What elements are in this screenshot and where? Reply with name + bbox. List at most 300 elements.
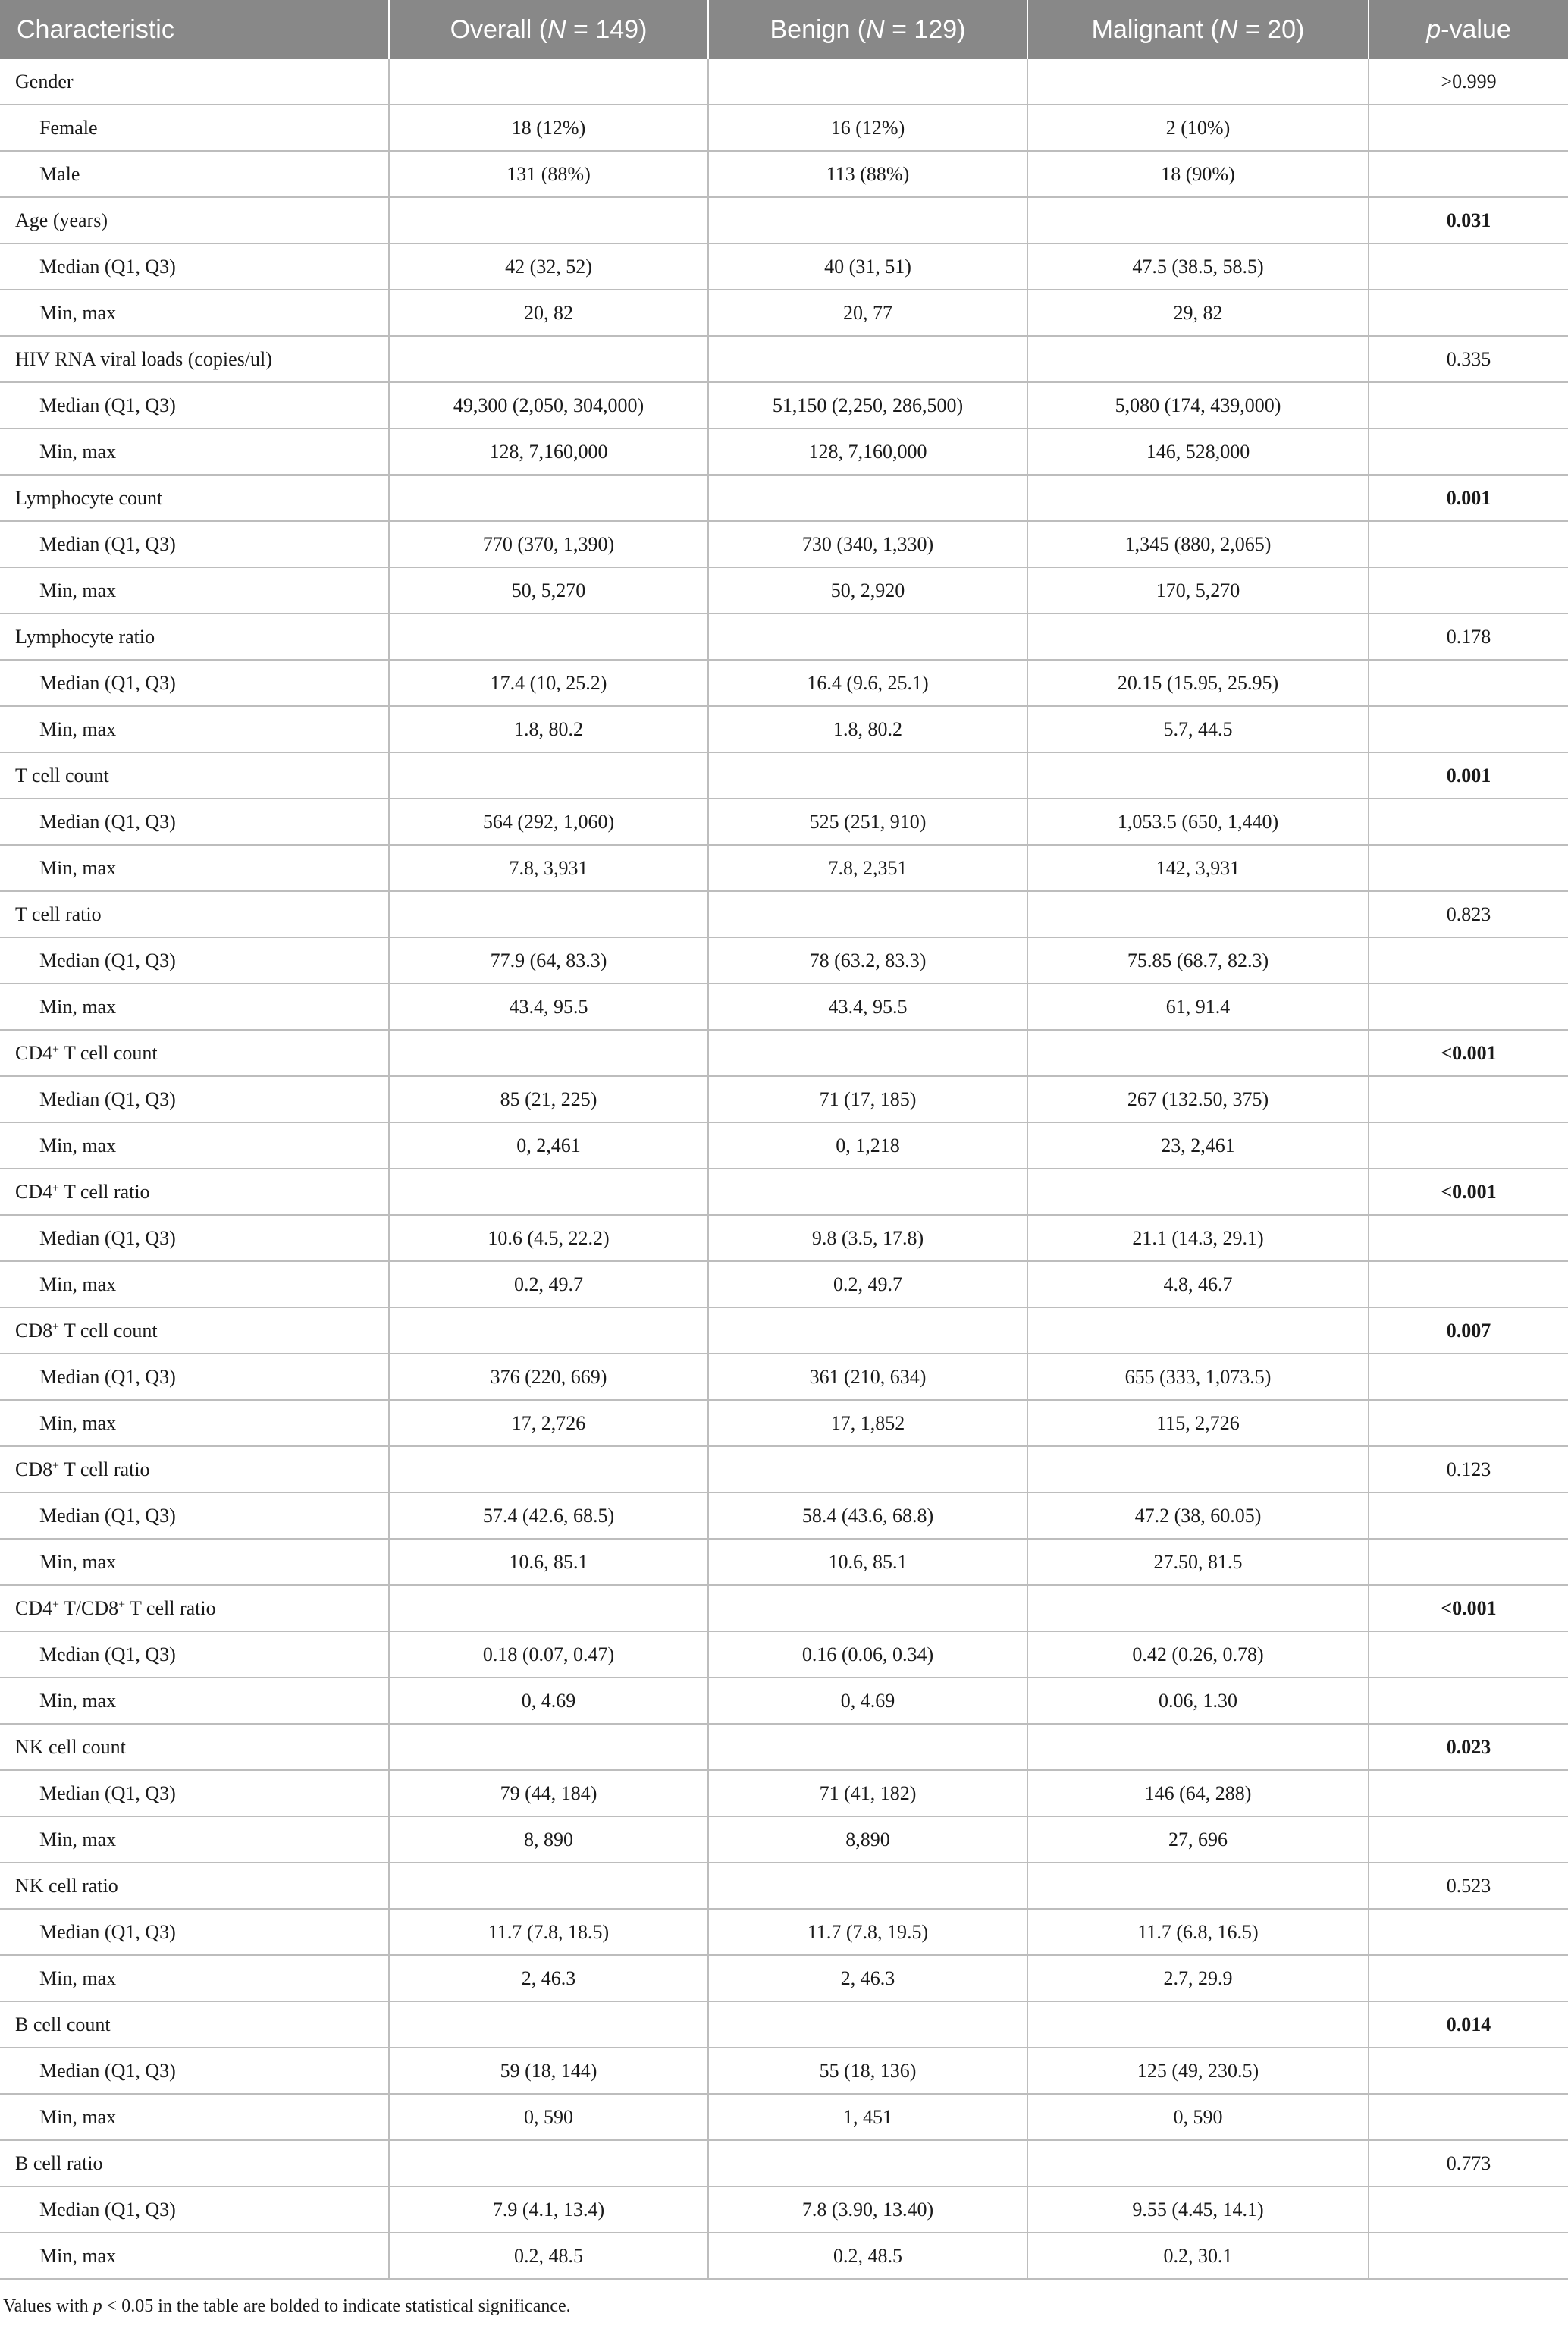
p-value-cell: 0.773 [1369, 2140, 1568, 2186]
text-segment: p [1426, 14, 1441, 44]
characteristic-cell [0, 614, 389, 660]
malignant-cell: 4.8, 46.7 [1027, 1261, 1369, 1307]
overall-cell: 17.4 (10, 25.2) [389, 660, 708, 706]
characteristic-cell [0, 706, 389, 752]
malignant-cell [1027, 197, 1369, 243]
benign-cell [708, 197, 1027, 243]
table-subrow [0, 706, 1568, 752]
header-benign [708, 0, 1027, 59]
text-segment: N [1218, 14, 1238, 44]
benign-cell: 7.8, 2,351 [708, 845, 1027, 891]
label-text: T cell ratio [124, 1596, 216, 1619]
malignant-cell: 5.7, 44.5 [1027, 706, 1369, 752]
table-row [0, 475, 1568, 521]
malignant-cell: 146 (64, 288) [1027, 1770, 1369, 1816]
table-subrow [0, 1909, 1568, 1955]
benign-cell: 525 (251, 910) [708, 799, 1027, 845]
text-segment: Benign ( [770, 14, 867, 44]
p-value-cell: <0.001 [1369, 1585, 1568, 1631]
table-row [0, 891, 1568, 937]
table-subrow [0, 243, 1568, 290]
table-subrow [0, 1816, 1568, 1863]
label-text: Min, max [39, 2105, 117, 2128]
p-value-cell [1369, 151, 1568, 197]
label-text: Age (years) [15, 209, 108, 231]
label-text: B cell count [15, 2013, 111, 2036]
table-subrow [0, 845, 1568, 891]
overall-cell: 10.6, 85.1 [389, 1539, 708, 1585]
table-subrow [0, 2186, 1568, 2233]
benign-cell [708, 891, 1027, 937]
benign-cell [708, 2140, 1027, 2186]
label-text: Lymphocyte ratio [15, 625, 155, 648]
text-segment: < 0.05 in the table are bolded to indicate statistical significance. [102, 2296, 571, 2316]
p-value-cell: 0.014 [1369, 2001, 1568, 2048]
characteristic-cell [0, 937, 389, 984]
characteristic-cell [0, 1539, 389, 1585]
p-value-cell [1369, 799, 1568, 845]
overall-cell: 57.4 (42.6, 68.5) [389, 1493, 708, 1539]
table-subrow [0, 799, 1568, 845]
characteristic-cell [0, 2186, 389, 2233]
malignant-cell: 61, 91.4 [1027, 984, 1369, 1030]
overall-cell [389, 891, 708, 937]
overall-cell [389, 1863, 708, 1909]
malignant-cell: 655 (333, 1,073.5) [1027, 1354, 1369, 1400]
label-text: Min, max [39, 579, 117, 601]
table-header [0, 0, 1568, 59]
table-row [0, 1169, 1568, 1215]
characteristic-cell [0, 1307, 389, 1354]
characteristic-cell [0, 2001, 389, 2048]
benign-cell: 128, 7,160,000 [708, 428, 1027, 475]
label-text: Median (Q1, Q3) [39, 1920, 176, 1943]
label-superscript: + [52, 1181, 59, 1194]
label-text: Median (Q1, Q3) [39, 1504, 176, 1527]
overall-cell: 10.6 (4.5, 22.2) [389, 1215, 708, 1261]
characteristic-cell [0, 2140, 389, 2186]
table-subrow [0, 1400, 1568, 1446]
benign-cell [708, 2001, 1027, 2048]
characteristic-cell [0, 151, 389, 197]
table-row [0, 59, 1568, 105]
malignant-cell: 125 (49, 230.5) [1027, 2048, 1369, 2094]
overall-cell: 0.18 (0.07, 0.47) [389, 1631, 708, 1678]
label-text: Gender [15, 70, 74, 93]
table-subrow [0, 1122, 1568, 1169]
overall-cell [389, 1724, 708, 1770]
p-value-cell [1369, 1122, 1568, 1169]
table-row [0, 1446, 1568, 1493]
p-value-cell [1369, 1493, 1568, 1539]
label-text: Median (Q1, Q3) [39, 394, 176, 416]
text-segment: N [547, 14, 566, 44]
p-value-cell [1369, 567, 1568, 614]
benign-cell: 16.4 (9.6, 25.1) [708, 660, 1027, 706]
label-text: Min, max [39, 1134, 117, 1157]
benign-cell: 51,150 (2,250, 286,500) [708, 382, 1027, 428]
label-text: T cell count [15, 764, 109, 786]
overall-cell: 42 (32, 52) [389, 243, 708, 290]
text-segment: p [93, 2296, 102, 2316]
p-value-cell [1369, 1354, 1568, 1400]
text-segment: Characteristic [17, 14, 174, 44]
benign-cell [708, 752, 1027, 799]
characteristic-cell [0, 2233, 389, 2279]
table-row [0, 2001, 1568, 2048]
p-value-cell [1369, 2186, 1568, 2233]
benign-cell [708, 1307, 1027, 1354]
malignant-cell: 0.2, 30.1 [1027, 2233, 1369, 2279]
overall-cell [389, 752, 708, 799]
p-value-cell [1369, 1261, 1568, 1307]
label-text: Male [39, 162, 80, 185]
table-body [0, 59, 1568, 2279]
p-value-cell: 0.001 [1369, 475, 1568, 521]
label-text: CD8 [15, 1319, 53, 1342]
overall-cell: 0.2, 49.7 [389, 1261, 708, 1307]
table-subrow [0, 151, 1568, 197]
characteristic-cell [0, 799, 389, 845]
p-value-cell: 0.823 [1369, 891, 1568, 937]
label-text: Min, max [39, 1966, 117, 1989]
p-value-cell [1369, 2094, 1568, 2140]
table-footnote [3, 2296, 571, 2317]
label-text: HIV RNA viral loads (copies/ul) [15, 347, 272, 370]
label-text: T cell ratio [58, 1458, 150, 1480]
characteristic-cell [0, 752, 389, 799]
table-subrow [0, 290, 1568, 336]
overall-cell [389, 197, 708, 243]
characteristic-cell [0, 2094, 389, 2140]
characteristic-cell [0, 1122, 389, 1169]
overall-cell: 0, 590 [389, 2094, 708, 2140]
characteristic-cell [0, 428, 389, 475]
table-subrow [0, 105, 1568, 151]
label-text: Lymphocyte count [15, 486, 163, 509]
overall-cell: 0.2, 48.5 [389, 2233, 708, 2279]
p-value-cell: >0.999 [1369, 59, 1568, 105]
label-text: Female [39, 116, 98, 139]
table-subrow [0, 1631, 1568, 1678]
label-text: Min, max [39, 1273, 117, 1295]
overall-cell: 18 (12%) [389, 105, 708, 151]
label-text: NK cell ratio [15, 1874, 118, 1897]
p-value-cell [1369, 243, 1568, 290]
malignant-cell [1027, 1307, 1369, 1354]
overall-cell: 7.9 (4.1, 13.4) [389, 2186, 708, 2233]
p-value-cell [1369, 521, 1568, 567]
p-value-cell: 0.023 [1369, 1724, 1568, 1770]
malignant-cell: 47.2 (38, 60.05) [1027, 1493, 1369, 1539]
benign-cell: 361 (210, 634) [708, 1354, 1027, 1400]
table-row [0, 1030, 1568, 1076]
characteristic-cell [0, 59, 389, 105]
characteristic-cell [0, 1585, 389, 1631]
malignant-cell [1027, 1863, 1369, 1909]
characteristic-cell [0, 1076, 389, 1122]
characteristic-cell [0, 1909, 389, 1955]
characteristic-cell [0, 567, 389, 614]
label-text: Min, max [39, 301, 117, 324]
benign-cell [708, 1446, 1027, 1493]
table-subrow [0, 1261, 1568, 1307]
table-row [0, 1585, 1568, 1631]
table-subrow [0, 1215, 1568, 1261]
malignant-cell: 115, 2,726 [1027, 1400, 1369, 1446]
label-text: Median (Q1, Q3) [39, 2198, 176, 2221]
text-segment: Malignant ( [1091, 14, 1219, 44]
benign-cell: 1, 451 [708, 2094, 1027, 2140]
characteristic-cell [0, 1770, 389, 1816]
table-subrow [0, 428, 1568, 475]
table-subrow [0, 1955, 1568, 2001]
p-value-cell: 0.007 [1369, 1307, 1568, 1354]
table-subrow [0, 2094, 1568, 2140]
malignant-cell: 170, 5,270 [1027, 567, 1369, 614]
overall-cell: 77.9 (64, 83.3) [389, 937, 708, 984]
label-text: CD4 [15, 1596, 53, 1619]
characteristic-cell [0, 197, 389, 243]
label-text: Median (Q1, Q3) [39, 1226, 176, 1249]
table-subrow [0, 660, 1568, 706]
overall-cell: 1.8, 80.2 [389, 706, 708, 752]
benign-cell: 55 (18, 136) [708, 2048, 1027, 2094]
table-row [0, 614, 1568, 660]
table-subrow [0, 1354, 1568, 1400]
malignant-cell: 5,080 (174, 439,000) [1027, 382, 1369, 428]
label-text: Median (Q1, Q3) [39, 671, 176, 694]
table-row [0, 336, 1568, 382]
characteristic-cell [0, 1678, 389, 1724]
characteristic-cell [0, 475, 389, 521]
text-segment: N [866, 14, 885, 44]
p-value-cell [1369, 1539, 1568, 1585]
overall-cell: 131 (88%) [389, 151, 708, 197]
table-subrow [0, 937, 1568, 984]
benign-cell: 43.4, 95.5 [708, 984, 1027, 1030]
overall-cell [389, 1169, 708, 1215]
p-value-cell [1369, 290, 1568, 336]
label-text: Min, max [39, 995, 117, 1018]
overall-cell: 85 (21, 225) [389, 1076, 708, 1122]
table-subrow [0, 1770, 1568, 1816]
table-subrow [0, 984, 1568, 1030]
label-text: T cell count [58, 1041, 158, 1064]
overall-cell [389, 1585, 708, 1631]
label-text: T cell count [58, 1319, 158, 1342]
overall-cell: 79 (44, 184) [389, 1770, 708, 1816]
malignant-cell: 20.15 (15.95, 25.95) [1027, 660, 1369, 706]
benign-cell: 17, 1,852 [708, 1400, 1027, 1446]
overall-cell: 770 (370, 1,390) [389, 521, 708, 567]
table-row [0, 1307, 1568, 1354]
benign-cell: 1.8, 80.2 [708, 706, 1027, 752]
label-superscript: + [52, 1597, 59, 1611]
text-segment: -value [1441, 14, 1511, 44]
malignant-cell: 142, 3,931 [1027, 845, 1369, 891]
p-value-cell: 0.178 [1369, 614, 1568, 660]
benign-cell: 78 (63.2, 83.3) [708, 937, 1027, 984]
malignant-cell [1027, 1030, 1369, 1076]
p-value-cell [1369, 984, 1568, 1030]
p-value-cell [1369, 382, 1568, 428]
p-value-cell [1369, 1770, 1568, 1816]
malignant-cell [1027, 59, 1369, 105]
label-superscript: + [52, 1320, 59, 1333]
malignant-cell: 9.55 (4.45, 14.1) [1027, 2186, 1369, 2233]
malignant-cell: 1,053.5 (650, 1,440) [1027, 799, 1369, 845]
benign-cell: 40 (31, 51) [708, 243, 1027, 290]
overall-cell [389, 336, 708, 382]
table-subrow [0, 1493, 1568, 1539]
overall-cell [389, 614, 708, 660]
benign-cell: 0, 1,218 [708, 1122, 1027, 1169]
label-text: Min, max [39, 2244, 117, 2267]
characteristic-cell [0, 2048, 389, 2094]
benign-cell [708, 614, 1027, 660]
p-value-cell: 0.335 [1369, 336, 1568, 382]
overall-cell [389, 475, 708, 521]
overall-cell: 7.8, 3,931 [389, 845, 708, 891]
label-text: Min, max [39, 1689, 117, 1712]
label-text: Median (Q1, Q3) [39, 1088, 176, 1110]
table-subrow [0, 1539, 1568, 1585]
label-text: Median (Q1, Q3) [39, 2059, 176, 2082]
label-text: T/CD8 [58, 1596, 119, 1619]
malignant-cell: 2.7, 29.9 [1027, 1955, 1369, 2001]
overall-cell: 564 (292, 1,060) [389, 799, 708, 845]
text-segment: = 129) [884, 14, 966, 44]
characteristic-cell [0, 1400, 389, 1446]
label-text: Min, max [39, 1828, 117, 1850]
p-value-cell [1369, 706, 1568, 752]
label-text: CD8 [15, 1458, 53, 1480]
malignant-cell [1027, 336, 1369, 382]
characteristic-cell [0, 891, 389, 937]
malignant-cell: 27.50, 81.5 [1027, 1539, 1369, 1585]
benign-cell [708, 1030, 1027, 1076]
overall-cell: 0, 4.69 [389, 1678, 708, 1724]
malignant-cell [1027, 891, 1369, 937]
malignant-cell [1027, 614, 1369, 660]
overall-cell: 2, 46.3 [389, 1955, 708, 2001]
benign-cell: 58.4 (43.6, 68.8) [708, 1493, 1027, 1539]
benign-cell [708, 1585, 1027, 1631]
header-row [0, 0, 1568, 59]
benign-cell: 16 (12%) [708, 105, 1027, 151]
label-text: Min, max [39, 440, 117, 463]
overall-cell [389, 2140, 708, 2186]
table-subrow [0, 2233, 1568, 2279]
table-subrow [0, 567, 1568, 614]
characteristic-cell [0, 660, 389, 706]
malignant-cell: 146, 528,000 [1027, 428, 1369, 475]
p-value-cell [1369, 1816, 1568, 1863]
label-text: Median (Q1, Q3) [39, 255, 176, 278]
p-value-cell [1369, 660, 1568, 706]
benign-cell [708, 336, 1027, 382]
header-overall [389, 0, 708, 59]
p-value-cell: 0.031 [1369, 197, 1568, 243]
label-text: CD4 [15, 1180, 53, 1203]
benign-cell: 10.6, 85.1 [708, 1539, 1027, 1585]
label-text: NK cell count [15, 1735, 126, 1758]
table-row [0, 1863, 1568, 1909]
table-row [0, 2140, 1568, 2186]
p-value-cell [1369, 1909, 1568, 1955]
text-segment: Values with [3, 2296, 93, 2316]
characteristic-cell [0, 521, 389, 567]
overall-cell: 59 (18, 144) [389, 2048, 708, 2094]
overall-cell: 8, 890 [389, 1816, 708, 1863]
malignant-cell [1027, 2140, 1369, 2186]
label-text: CD4 [15, 1041, 53, 1064]
label-text: Min, max [39, 1411, 117, 1434]
malignant-cell [1027, 2001, 1369, 2048]
text-segment: Overall ( [450, 14, 548, 44]
benign-cell: 113 (88%) [708, 151, 1027, 197]
p-value-cell [1369, 2233, 1568, 2279]
benign-cell [708, 1169, 1027, 1215]
benign-cell: 7.8 (3.90, 13.40) [708, 2186, 1027, 2233]
table-subrow [0, 2048, 1568, 2094]
characteristic-cell [0, 1169, 389, 1215]
characteristic-cell [0, 336, 389, 382]
characteristic-cell [0, 845, 389, 891]
malignant-cell: 21.1 (14.3, 29.1) [1027, 1215, 1369, 1261]
characteristic-cell [0, 1955, 389, 2001]
malignant-cell: 0.06, 1.30 [1027, 1678, 1369, 1724]
label-text: Min, max [39, 856, 117, 879]
characteristic-cell [0, 1030, 389, 1076]
characteristic-cell [0, 1724, 389, 1770]
benign-cell [708, 1724, 1027, 1770]
p-value-cell [1369, 2048, 1568, 2094]
label-text: Median (Q1, Q3) [39, 949, 176, 971]
overall-cell: 20, 82 [389, 290, 708, 336]
overall-cell: 17, 2,726 [389, 1400, 708, 1446]
benign-cell: 0.2, 48.5 [708, 2233, 1027, 2279]
overall-cell: 50, 5,270 [389, 567, 708, 614]
malignant-cell: 0.42 (0.26, 0.78) [1027, 1631, 1369, 1678]
benign-cell: 20, 77 [708, 290, 1027, 336]
characteristic-cell [0, 1354, 389, 1400]
malignant-cell: 0, 590 [1027, 2094, 1369, 2140]
label-text: Median (Q1, Q3) [39, 1365, 176, 1388]
benign-cell: 11.7 (7.8, 19.5) [708, 1909, 1027, 1955]
benign-cell: 9.8 (3.5, 17.8) [708, 1215, 1027, 1261]
characteristic-cell [0, 290, 389, 336]
benign-cell: 0.2, 49.7 [708, 1261, 1027, 1307]
table-row [0, 1724, 1568, 1770]
p-value-cell: 0.123 [1369, 1446, 1568, 1493]
label-superscript: + [52, 1458, 59, 1472]
label-text: T cell ratio [15, 902, 102, 925]
characteristic-cell [0, 1261, 389, 1307]
label-superscript: + [118, 1597, 125, 1611]
malignant-cell: 267 (132.50, 375) [1027, 1076, 1369, 1122]
overall-cell: 128, 7,160,000 [389, 428, 708, 475]
table-row [0, 752, 1568, 799]
p-value-cell: 0.001 [1369, 752, 1568, 799]
characteristic-cell [0, 243, 389, 290]
text-segment: = 149) [566, 14, 648, 44]
p-value-cell [1369, 845, 1568, 891]
benign-cell [708, 475, 1027, 521]
overall-cell: 43.4, 95.5 [389, 984, 708, 1030]
malignant-cell: 29, 82 [1027, 290, 1369, 336]
